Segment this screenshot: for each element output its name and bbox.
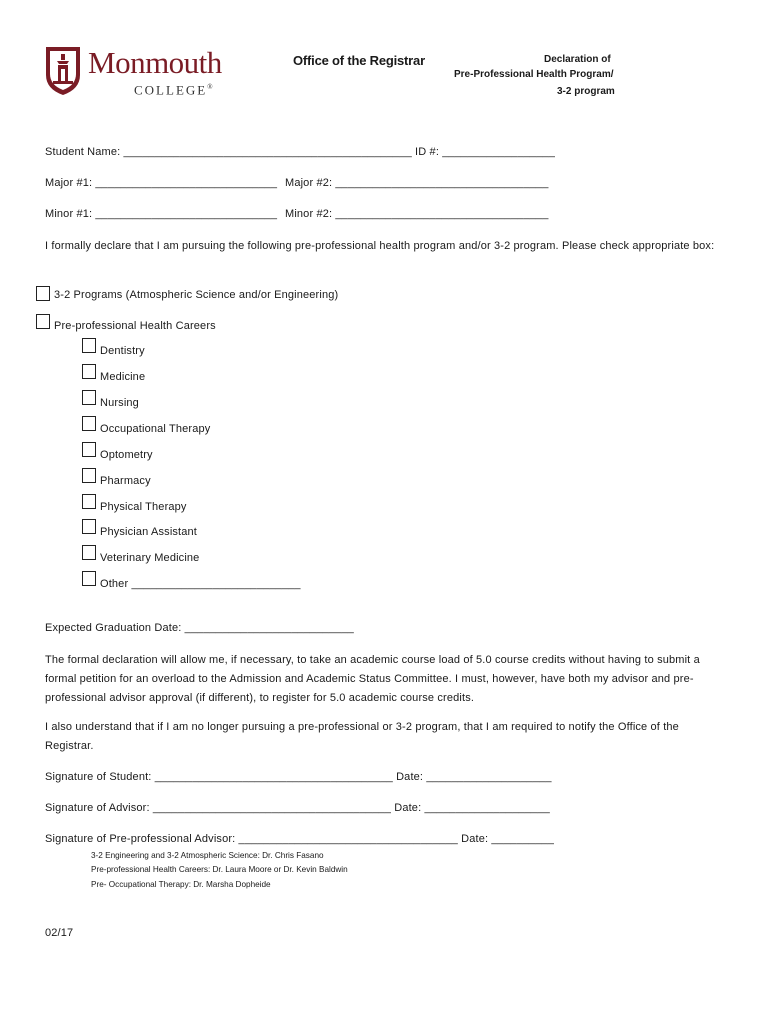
pre-health-label: Pre-professional Health Careers xyxy=(54,320,216,332)
career-label: Dentistry xyxy=(100,345,145,357)
career-label: Physician Assistant xyxy=(100,526,198,538)
career-label: Physical Therapy xyxy=(100,501,187,513)
student-name-field[interactable]: Student Name: ______________________________________________ ID #: __________________ xyxy=(45,146,556,158)
overload-paragraph: The formal declaration will allow me, if necessary, to take an academic course load of 5.0 course credits without having to submit a formal petition for an overload to the Admission and Academic Status Committee. I must, however, have both my advisor and pre-professional advisor approval (if different), to register for 5.0 academic course credits. xyxy=(45,654,700,704)
checkbox-dentistry[interactable] xyxy=(82,338,96,353)
career-label: Veterinary Medicine xyxy=(100,552,200,564)
major1-field[interactable]: Major #1: _____________________________ xyxy=(45,177,278,189)
checkbox-pre-health[interactable] xyxy=(36,314,50,329)
career-label: Occupational Therapy xyxy=(100,423,211,435)
graduation-date-field[interactable]: Expected Graduation Date: ___________________________ xyxy=(45,622,354,634)
contact-line: 3-2 Engineering and 3-2 Atmospheric Science: Dr. Chris Fasano xyxy=(91,851,324,860)
checkbox-occupational-therapy[interactable] xyxy=(82,416,96,431)
declaration-title-2: Pre-Professional Health Program/ xyxy=(454,69,614,80)
college-logo xyxy=(44,45,249,97)
checkbox-nursing[interactable] xyxy=(82,390,96,405)
intro-text: I formally declare that I am pursuing the following pre-professional health program and/or 3-2 program. Please check appropriate box: xyxy=(45,240,715,252)
career-label: Medicine xyxy=(100,371,146,383)
preprof-signature-field[interactable]: Signature of Pre-professional Advisor: ___________________________________ Date: __________ xyxy=(45,833,555,845)
career-label: Pharmacy xyxy=(100,475,151,487)
declaration-title-3: 3-2 program xyxy=(557,86,615,97)
checkbox-three-two[interactable] xyxy=(36,286,50,301)
checkbox-veterinary-medicine[interactable] xyxy=(82,545,96,560)
career-other-field[interactable]: Other ___________________________ xyxy=(100,578,301,590)
office-title: Office of the Registrar xyxy=(293,53,425,68)
career-label: Nursing xyxy=(100,397,139,409)
advisor-signature-field[interactable]: Signature of Advisor: ______________________________________ Date: ____________________ xyxy=(45,802,550,814)
checkbox-other[interactable] xyxy=(82,571,96,586)
notify-paragraph: I also understand that if I am no longer pursuing a pre-professional or 3-2 program, that I am required to notify the Office of the Registrar. xyxy=(45,721,679,752)
checkbox-physical-therapy[interactable] xyxy=(82,494,96,509)
minor2-field[interactable]: Minor #2: __________________________________ xyxy=(285,208,549,220)
three-two-label: 3-2 Programs (Atmospheric Science and/or Engineering) xyxy=(54,289,339,301)
form-revision-code: 02/17 xyxy=(45,927,74,939)
declaration-title-1: Declaration of xyxy=(544,54,611,65)
checkbox-medicine[interactable] xyxy=(82,364,96,379)
major2-field[interactable]: Major #2: __________________________________ xyxy=(285,177,549,189)
college-crest-icon xyxy=(44,45,82,97)
minor1-field[interactable]: Minor #1: _____________________________ xyxy=(45,208,278,220)
checkbox-optometry[interactable] xyxy=(82,442,96,457)
checkbox-physician-assistant[interactable] xyxy=(82,519,96,534)
logo-subname: COLLEGE® xyxy=(134,82,215,98)
contact-line: Pre- Occupational Therapy: Dr. Marsha Dopheide xyxy=(91,880,271,889)
student-signature-field[interactable]: Signature of Student: ______________________________________ Date: ____________________ xyxy=(45,771,552,783)
contact-line: Pre-professional Health Careers: Dr. Laura Moore or Dr. Kevin Baldwin xyxy=(91,865,348,874)
logo-name: Monmouth xyxy=(88,45,222,80)
career-label: Optometry xyxy=(100,449,153,461)
checkbox-pharmacy[interactable] xyxy=(82,468,96,483)
